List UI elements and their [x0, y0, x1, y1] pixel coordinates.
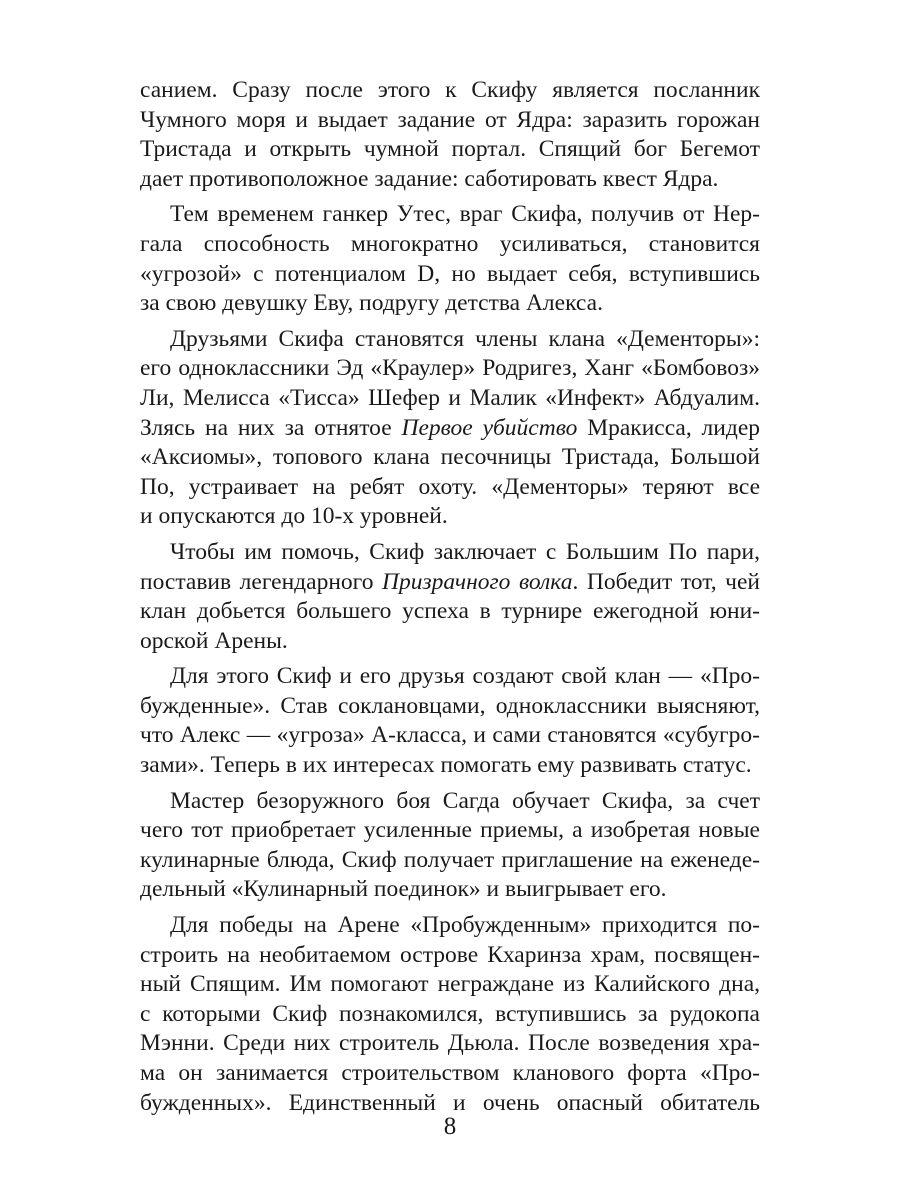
text-run: Мракисса, лидер	[577, 414, 761, 441]
text-line: его одноклассники Эд «Краулер» Родригез, Ханг «Бомбовоз»	[140, 355, 760, 382]
text-line: «угрозой» с потенциалом D, но выдает себя, вступившись	[140, 260, 760, 287]
text-line	[140, 414, 760, 444]
text-line: орской Арены.	[140, 627, 288, 654]
text-line: клан добьется большего успеха в турнире ежегодной юни-	[140, 598, 760, 625]
italic-title: Первое убийство	[401, 414, 578, 441]
paragraph-2	[140, 200, 760, 318]
text-line: зами». Теперь в их интересах помогать ему развивать статус.	[140, 752, 752, 779]
text-line: с которыми Скиф познакомился, вступившись за рудокопа	[140, 1000, 760, 1027]
text-line: Тристада и открыть чумной портал. Спящий бог Бегемот	[140, 136, 760, 163]
text-line: за свою девушку Еву, подругу детства Алекса.	[140, 290, 603, 317]
text-line: Для этого Скиф и его друзья создают свой клан — «Про-	[170, 663, 760, 690]
text-line: чего тот приобретает усиленные приемы, а изобретая новые	[140, 817, 760, 844]
text-line: Мэнни. Среди них строитель Дьюла. После возведения хра-	[140, 1030, 760, 1057]
text-line: Для победы на Арене «Пробужденным» приходится по-	[170, 912, 760, 939]
text-line: Друзьями Скифа становятся члены клана «Дементоры»:	[170, 325, 760, 352]
text-line: и опускаются до 10-х уровней.	[140, 503, 448, 530]
paragraph-7	[140, 911, 760, 1118]
text-line: бужденных». Единственный и очень опасный обитатель	[140, 1089, 760, 1116]
text-line: ма он занимается строительством кланового форта «Про-	[140, 1060, 760, 1086]
paragraph-5	[140, 662, 760, 780]
text-line: «Аксиомы», топового клана песочницы Тристада, Большой	[140, 444, 760, 471]
text-line: дельный «Кулинарный поединок» и выигрывает его.	[140, 876, 667, 903]
text-line: что Алекс — «угроза» А-класса, и сами становятся «субугро-	[140, 722, 760, 749]
text-run: . Победит тот, чей	[572, 568, 761, 595]
paragraph-1	[140, 76, 760, 194]
text-line: ный Спящим. Им помогают неграждане из Калийского дна,	[140, 971, 760, 998]
text-run: поставив легендарного	[140, 568, 383, 595]
italic-title: Призрачного волка	[382, 568, 573, 595]
text-line: По, устраивает на ребят охоту. «Дементоры» теряют все	[140, 473, 760, 500]
text-line: Ли, Мелисса «Тисса» Шефер и Малик «Инфект» Абдуалим.	[140, 384, 760, 411]
text-line: Мастер безоружного боя Сагда обучает Скифа, за счет	[170, 787, 760, 814]
text-line: санием. Сразу после этого к Скифу является посланник	[140, 77, 760, 103]
paragraph-4	[140, 538, 760, 656]
text-line	[140, 568, 760, 598]
page-number: 8	[443, 1113, 457, 1140]
text-line: Тем временем ганкер Утес, враг Скифа, получив от Нер-	[170, 201, 760, 228]
page-body	[140, 76, 760, 1124]
text-line: кулинарные блюда, Скиф получает приглашение на еженеде-	[140, 846, 760, 873]
text-line: строить на необитаемом острове Кхаринза храм, посвящен-	[140, 941, 760, 968]
text-line: гала способность многократно усиливаться, становится	[140, 230, 760, 257]
text-line: бужденные». Став соклановцами, одноклассники выясняют,	[140, 692, 760, 719]
text-line: Чумного моря и выдает задание от Ядра: заразить горожан	[140, 106, 760, 133]
paragraph-6	[140, 787, 760, 905]
text-run: Злясь на них за отнятое	[140, 414, 402, 441]
text-line: дает противоположное задание: саботировать квест Ядра.	[140, 165, 719, 192]
paragraph-3	[140, 325, 760, 532]
text-line: Чтобы им помочь, Скиф заключает с Большим По пари,	[170, 538, 760, 565]
